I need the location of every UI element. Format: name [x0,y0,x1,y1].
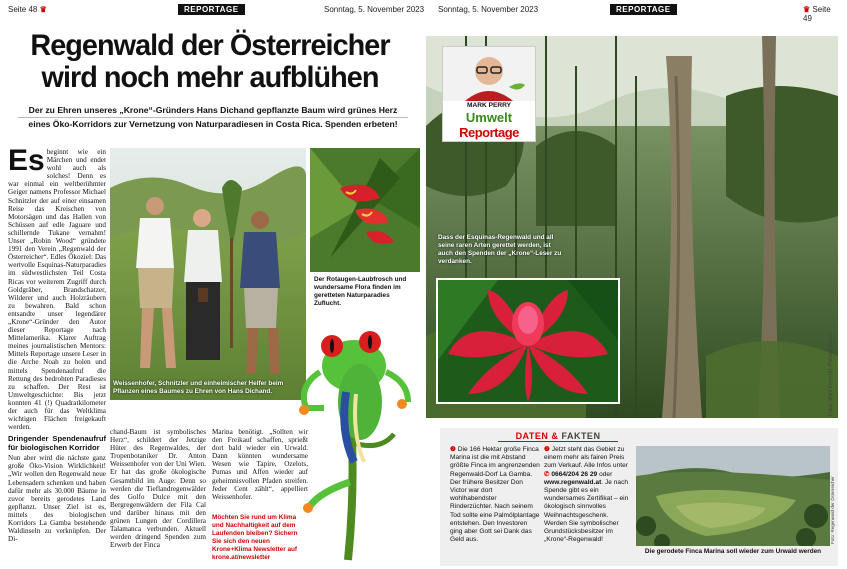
headline [18,30,402,94]
krone-mark-icon: ♛ [803,5,811,14]
facts-box [440,428,838,566]
frog-illustration [290,312,420,562]
heliconia-photo [310,148,420,272]
aerial-credit: Foto: Regenwald der Österreicher [830,476,835,544]
fact-2 [544,446,632,544]
frog-caption: Der Rotaugen-Laubfrosch und wundersame Flora finden im geretteten Naturparadies Zuflucht. [314,276,407,307]
red-eyed-tree-frog-image [290,312,420,562]
subheadline [18,104,408,131]
page-header [8,4,840,23]
article-text-1: beginnt wie ein Märchen und endet wohl auch als solches! Denn es war einmal ein weltberühmter Geiger namens Professor Michael Schnitzler der auf einer einsamen Reise das Kreischen von Motorsägen und das Hallen von Schüssen auf edle Jaguare und schillernde Tukane vernahm! Unser „Robin Wood“ gründete 1991 den Verein „Regenwald der Österreicher“. Edles Ökoziel: Das wertvolle Esquinas-Naturparadies im südwestlichsten Teil Costa Ricas vor weiterem Zugriff durch Goldgräber, Brandschatzer, Wilderer und auch Holzräubern zu bewahren. Bald schon entsandte unser legendärer „Krone“-Gründer den Autor dieser Reportage nach Mittelamerika. Klarer Auftrag meines journalistischen Mentors: Mittels Reportage unsere Leser in die Arche Noah zu holen und mittels Spendenaufruf die Rettung des bedrohten Paradieses zu schaffen. Der Rest ist Umweltgeschichte: Bis jetzt konnten 41 (!) Quadratkilometer der auch für das Weltklima wichtigen Flächen freigekauft werden. [8,148,106,432]
article-text-1b: Nun aber wird die nächste ganz große Öko-Vision Wirklichkeit! „Wir wollen den Regenwald neue Lebensadern schenken und haben dafür mehr als 30.000 Bäume in zuvor bereits gerodetes Land gepflanzt. Unser Ziel ist es, mittels des biologischen Korridors La Gamba bestehende Waldinseln zu verknüpfen. Der Di- [8,454,106,544]
forest-caption: Dass der Esquinas-Regenwald und all seine raren Arten gerettet werden, ist auch den Spenden der „Krone“-Leser zu verdanken. [438,234,562,265]
author-name: MARK PERRY [466,102,512,109]
left-section-tag: REPORTAGE [178,4,245,15]
torch-ginger-image [438,280,618,402]
newsletter-note: Möchten Sie rund um Klima und Nachhaltigkeit auf dem Laufenden bleiben? Sichern Sie sich den neuen Krone+Klima Newsletter auf krone.at/newsletter [212,514,298,561]
group-photo [110,148,306,400]
group-photo-caption: Weissenhofer, Schnitzler und einheimischer Helfer beim Pflanzen eines Baumes zu Ehren von Hans Dichand. [113,380,284,395]
article-column-2: chand-Baum ist symbolisches Herz“, schildert der Jetzige Hüter des Regenwaldes, der Tropenbotaniker Dr. Anton Weissenhofer von der Uni Wien. Er hat das große ökologische Gesamtbild im Auge: Denn so werden die Tieflandregenwälder des Golfo Dulce mit den Bergregenwäldern der Fila Cal und darüber hinaus mit den grünen Lungen der Cordillera Talamanca verbunden. Aktuell werden dringend Spenden zum Erwerb der Finca [110,428,206,550]
facts-title-1: DATEN [515,431,549,441]
photo-credit: Fotos: Mark Perry (3), Richard Kamm [828,332,834,416]
author-portrait [443,47,535,101]
heliconia-image [310,148,420,272]
aerial-photo [636,446,830,546]
right-section-tag: REPORTAGE [610,4,677,15]
facts-title [498,431,618,442]
fact-url-link[interactable]: www.regenwald.at [544,478,602,486]
column-subheading: Dringender Spendenaufruf für biologischen Korridor [8,434,106,453]
fact-2-or: oder [599,470,613,478]
rubric-reportage: Reportage [459,125,519,140]
ginger-flower-photo [436,278,620,404]
left-page-number: Seite 48 ♛ [8,5,47,14]
author-box [442,46,536,142]
fact-2-text-b: . Je nach Spende gibt es ein wundersames Zertifikat – ein ökologisch sinnvolles Weihnachtsgeschenk. Werden Sie symbolischer Grundstücksbesitzer im „Krone“-Regenwald! [544,478,629,544]
krone-mark-icon: ♛ [39,5,47,14]
subheadline-line-1: Der zu Ehren unseres „Krone“-Gründers Hans Dichand gepflanzte Baum wird grünes Herz [28,105,398,115]
fact-phone[interactable]: 0664/204 26 29 [551,470,598,478]
article-column-3: Marina benötigt. „Sollten wir den Freikauf schaffen, sprießt dort bald wieder ein Urwald. Dann könnten wundersame Wesen wie Tapire, Ozelots, Pumas und Affen wieder auf geheimnisvollen Pfaden streifen. Jeder Cent zählt“, appelliert Weissenhofer. [212,428,308,501]
aerial-image [636,446,830,546]
group-photo-image [110,148,306,400]
bullet-icon: ❷ [450,446,456,453]
subheadline-line-2: eines Öko-Korridors zur Vernetzung von Naturparadiesen in Costa Rica. Spenden erbeten! [18,117,408,131]
aerial-caption: Die gerodete Finca Marina soll wieder zum Urwald werden [644,548,822,555]
right-page-number: ♛ Seite 49 [803,5,831,23]
bullet-icon: ❷ [544,446,550,453]
fact-2-text: Jetzt steht das Gebiet zu einem mehr als fairen Preis zum Verkauf. Alle Infos unter [544,446,628,470]
left-date: Sonntag, 5. November 2023 [324,5,425,14]
rubric-umwelt: Umwelt [465,110,513,125]
fact-1-text: Die 166 Hektar große Finca Marina ist die mit Abstand größte Finca im angrenzenden Regenwald-Dorf La Gamba. Der frühere Besitzer Don Victor war dort wohlhabendster Rinderzüchter. Nach seinem Tod sollte eine Palmölplantage entstehen. Den Investoren ging aber Gott sei Dank das Geld aus. [450,446,540,544]
article-column-1 [8,148,106,564]
dropcap: Es [8,148,45,177]
right-date: Sonntag, 5. November 2023 [438,5,539,14]
facts-title-2: FAKTEN [561,431,601,441]
fact-1 [450,446,540,544]
facts-title-amp: & [551,431,559,441]
phone-icon: ✆ [544,470,550,478]
headline-line-1: Regenwald der Österreicher [30,29,390,62]
headline-line-2: wird noch mehr aufblühen [41,61,379,94]
